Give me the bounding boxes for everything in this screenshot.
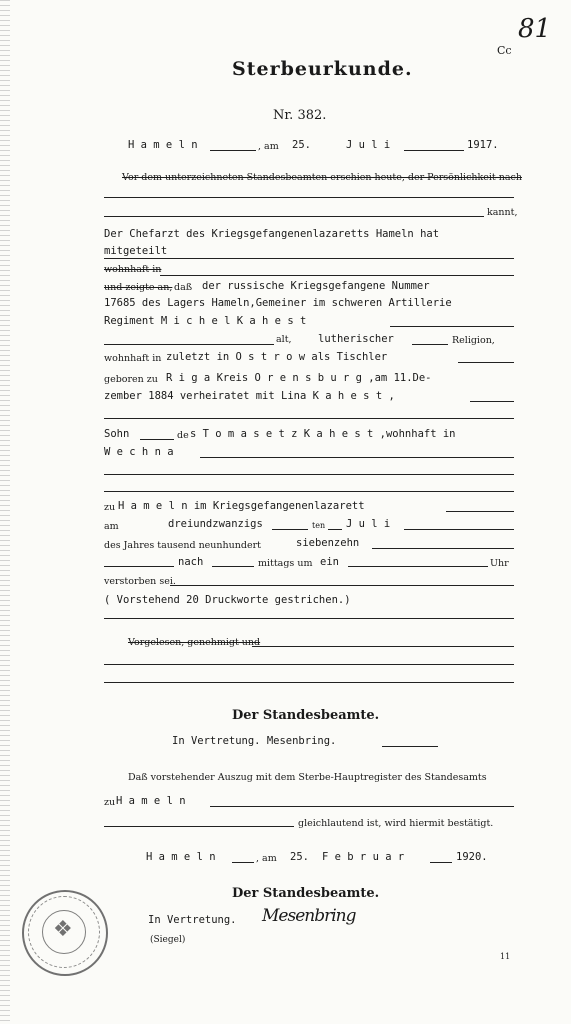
kannt-text: kannt, — [487, 207, 518, 218]
siegel-label: (Siegel) — [150, 935, 186, 945]
document-title: Sterbeurkunde. — [232, 58, 413, 80]
footer-am: , am — [256, 853, 277, 864]
record-number — [273, 108, 326, 123]
alt-text: alt, — [276, 334, 292, 345]
residence-label: wohnhaft in — [104, 353, 162, 364]
deceased-line2: 17685 des Lagers Hameln,Gemeiner im schweren Artillerie — [104, 297, 452, 309]
certification-line3: gleichlautend ist, wird hiermit bestätigt. — [298, 818, 494, 829]
death-place: H a m e l n im Kriegsgefangenenlazarett — [118, 500, 365, 512]
death-ten: ten — [312, 521, 326, 530]
header-place: H a m e l n — [128, 139, 198, 151]
death-month: J u l i — [346, 518, 391, 530]
header-year: 1917. — [467, 139, 499, 151]
death-zu: zu — [104, 502, 116, 513]
residence-value: zuletzt in O s t r o w als Tischler — [166, 351, 388, 363]
header-am: , am — [258, 141, 279, 152]
record-number-value: 382. — [297, 108, 327, 123]
header-month: J u l i — [346, 139, 391, 151]
struck-words-note: ( Vorstehend 20 Druckworte gestrichen.) — [104, 594, 351, 606]
eagle-emblem-icon: ❖ — [53, 917, 73, 942]
religion-value: lutherischer — [318, 333, 394, 345]
dass-text: daß — [174, 282, 193, 293]
scan-edge — [0, 0, 10, 1024]
death-year-value: siebenzehn — [296, 537, 360, 549]
born-value: R i g a Kreis O r e n s b u r g ,am 11.De- — [166, 372, 432, 384]
footer-year: 1920. — [456, 851, 488, 863]
registrar-text-1: In Vertretung. Mesenbring. — [172, 735, 337, 747]
struck-vorgelesen: Vorgelesen, genehmigt und — [128, 637, 261, 648]
death-nach: nach — [178, 556, 204, 568]
death-am: am — [104, 521, 119, 532]
death-day: dreiundzwanzigs — [168, 518, 263, 530]
deceased-line3: Regiment M i c h e l K a h e s t — [104, 315, 307, 327]
death-uhr: Uhr — [490, 558, 509, 569]
death-verstorben: verstorben sei. — [104, 576, 176, 587]
archive-number: 81 — [518, 14, 552, 44]
father-line: s T o m a s e t z K a h e s t ,wohnhaft in — [190, 428, 456, 440]
sohn-label: Sohn — [104, 428, 130, 440]
struck-wohnhaft: wohnhaft in — [104, 264, 162, 275]
certification-place: H a m e l n — [116, 795, 186, 807]
des-prefix: de — [177, 430, 189, 441]
born-label: geboren zu — [104, 374, 158, 385]
header-day: 25. — [292, 139, 311, 151]
reporter-line2: mitgeteilt — [104, 245, 168, 257]
deceased-line1: der russische Kriegsgefangene Nummer — [202, 280, 430, 292]
footer-place: H a m e l n — [146, 851, 216, 863]
archive-code: Cc — [497, 44, 512, 57]
death-mittags: mittags um — [258, 558, 313, 569]
registrar-heading-2: Der Standesbeamte. — [232, 886, 380, 901]
death-year-label: des Jahres tausend neunhundert — [104, 540, 261, 551]
struck-intro: Vor dem unterzeichneten Standesbeamten erschien heute, der Persönlichkeit nach — [122, 172, 522, 183]
certification-line1: Daß vorstehender Auszug mit dem Sterbe-Hauptregister des Standesamts — [128, 772, 487, 783]
struck-zeigte-an: und zeigte an, — [104, 282, 173, 293]
registrar-heading-1: Der Standesbeamte. — [232, 708, 380, 723]
footer-day: 25. — [290, 851, 309, 863]
reporter-line1: Der Chefarzt des Kriegsgefangenenlazaretts Hameln hat — [104, 228, 440, 240]
record-number-label: Nr. — [273, 108, 294, 123]
page-mark: 11 — [500, 952, 511, 961]
registrar-text-2: In Vertretung. — [148, 914, 237, 926]
parents-place: W e c h n a — [104, 446, 174, 458]
death-hour: ein — [320, 556, 339, 568]
religion-label: Religion, — [452, 335, 495, 346]
footer-month: F e b r u a r — [322, 851, 405, 863]
official-seal-stamp — [22, 890, 108, 976]
registrar-signature: Mesenbring — [262, 906, 356, 926]
certification-zu: zu — [104, 797, 116, 808]
married-line: zember 1884 verheiratet mit Lina K a h e s t , — [104, 390, 395, 402]
